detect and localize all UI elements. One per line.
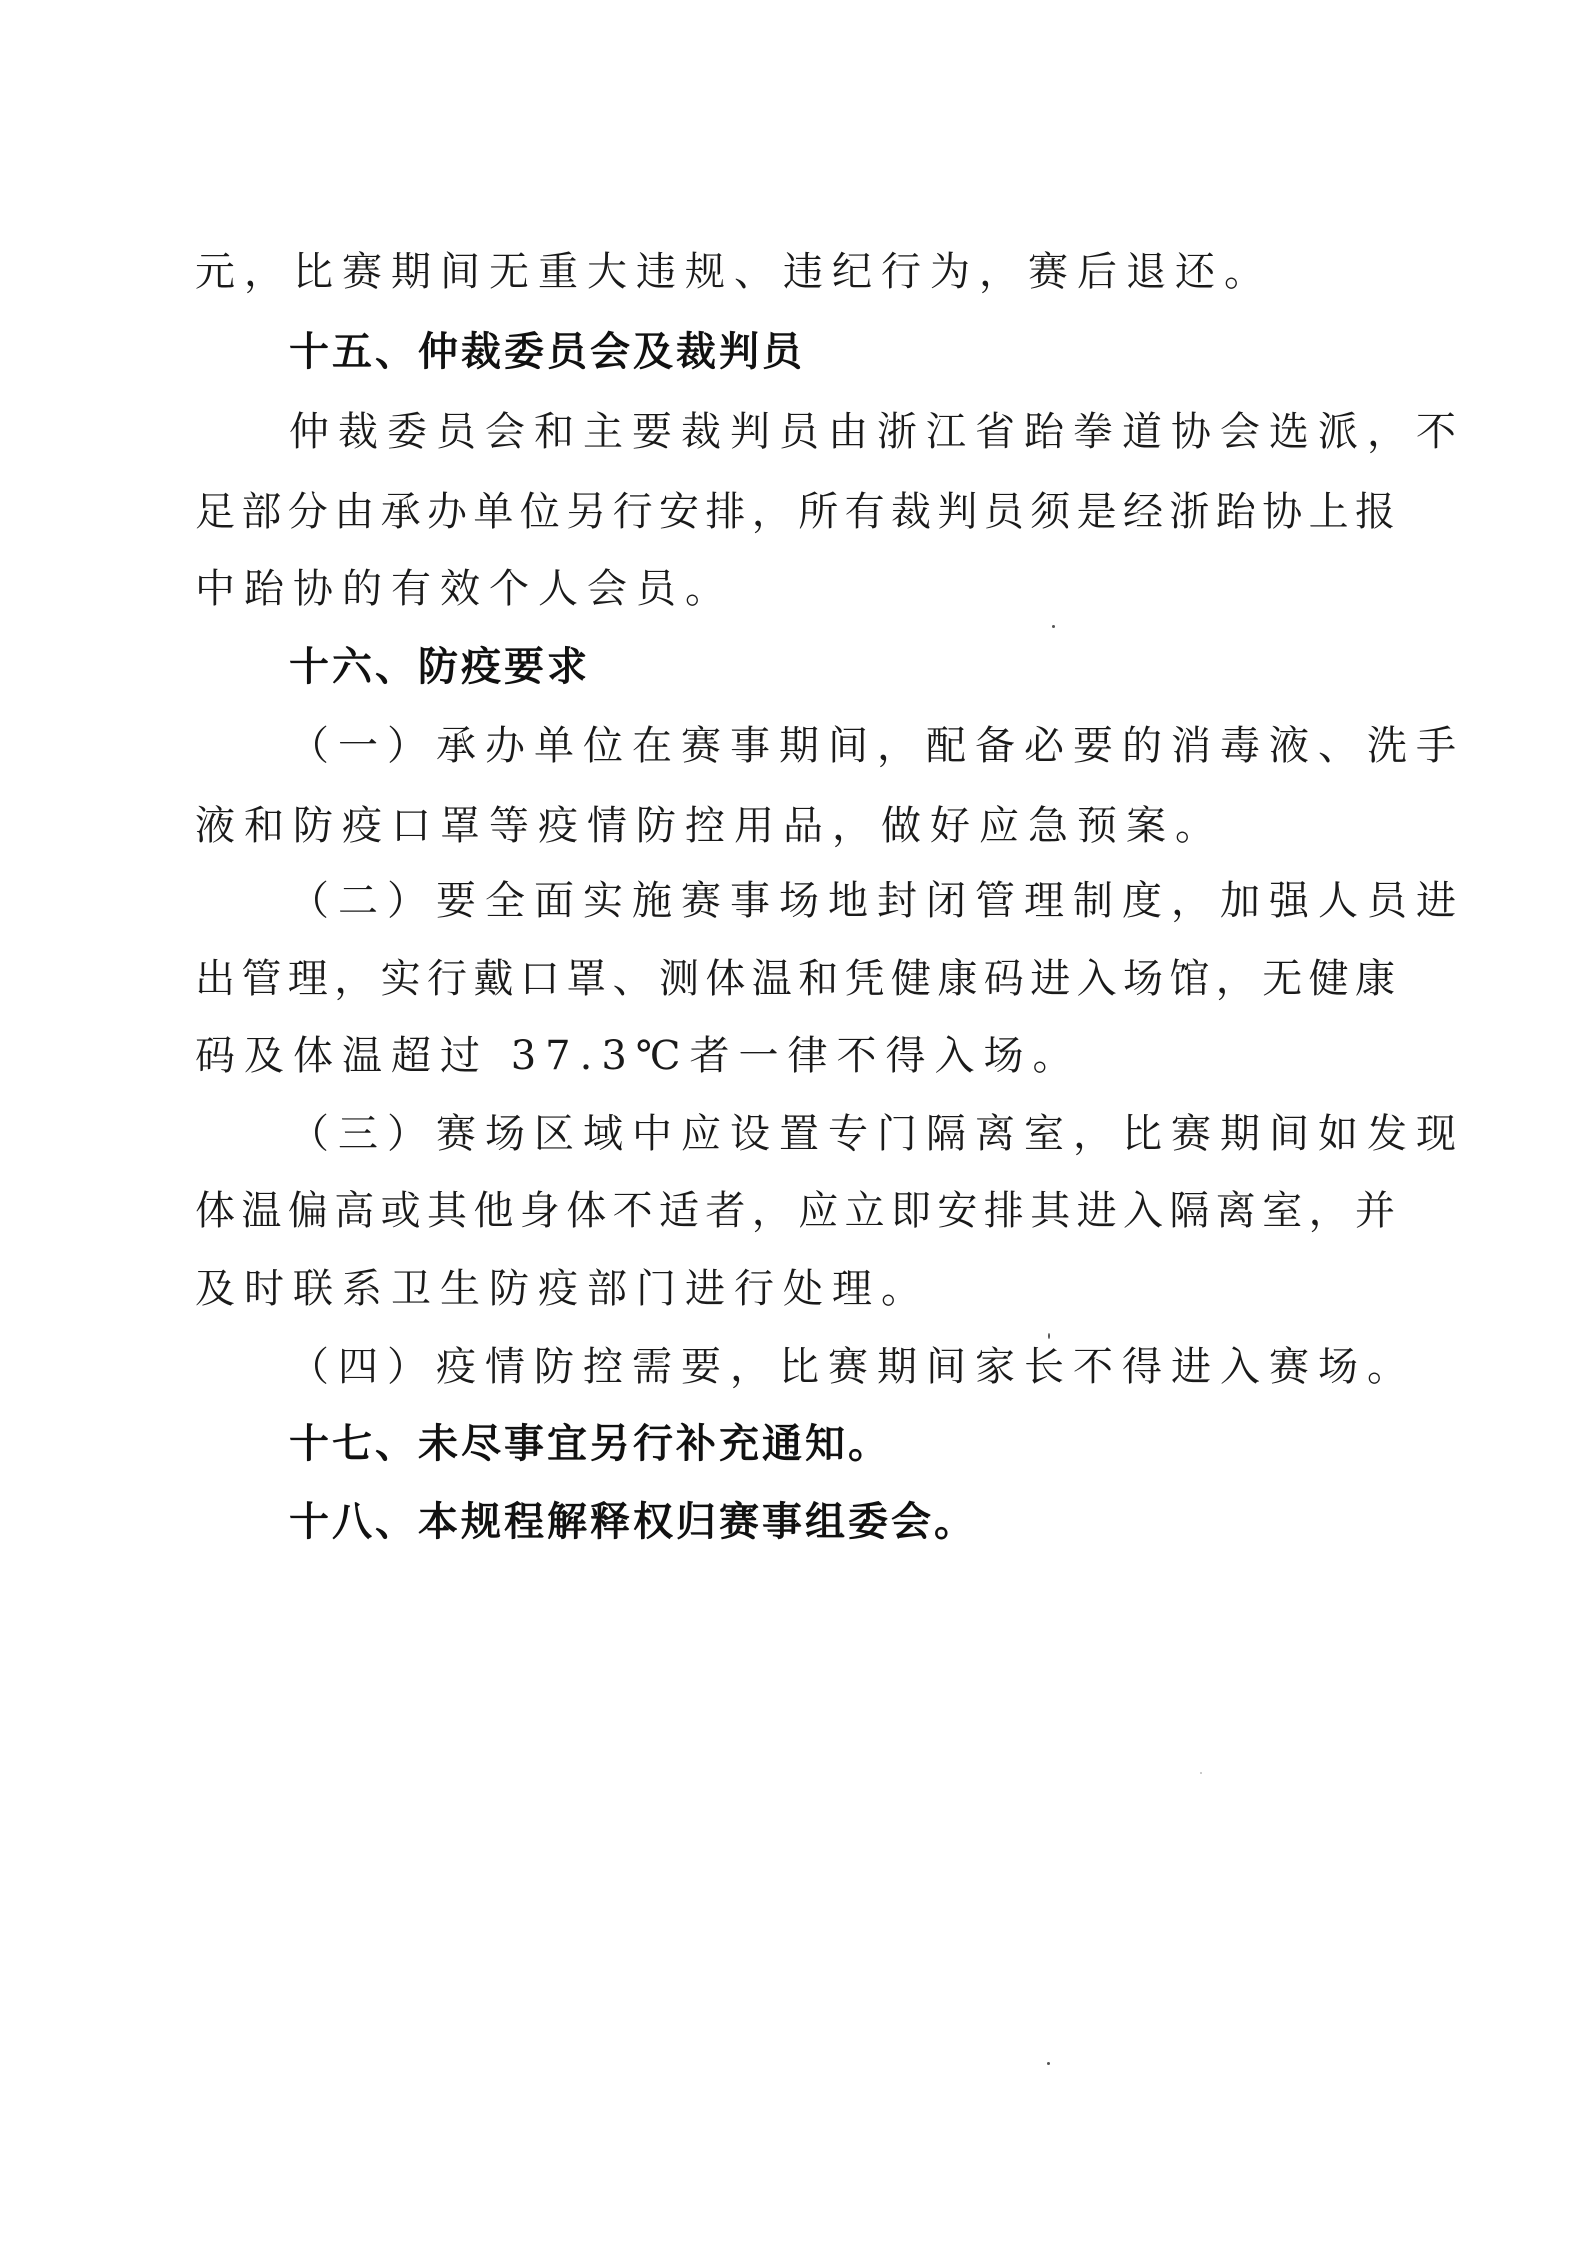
paragraph-line: 码及体温超过 37.3℃者一律不得入场。 — [195, 1033, 1082, 1079]
paragraph-line: 液和防疫口罩等疫情防控用品，做好应急预案。 — [195, 803, 1224, 849]
paragraph-line: 元，比赛期间无重大违规、违纪行为，赛后退还。 — [195, 249, 1273, 295]
section-heading-16: 十六、防疫要求 — [289, 644, 590, 690]
scan-speck — [1047, 2062, 1050, 2065]
scan-speck — [1052, 625, 1055, 628]
section-heading-17: 十七、未尽事宜另行补充通知。 — [289, 1421, 891, 1467]
paragraph-line: （四）疫情防控需要，比赛期间家长不得进入赛场。 — [289, 1344, 1416, 1390]
paragraph-line: 足部分由承办单位另行安排，所有裁判员须是经浙跆协上报 — [195, 489, 1395, 535]
section-heading-15: 十五、仲裁委员会及裁判员 — [289, 329, 805, 375]
paragraph-line: （三）赛场区域中应设置专门隔离室，比赛期间如发现 — [289, 1111, 1465, 1157]
scan-speck — [1200, 1772, 1202, 1774]
paragraph-line: （二）要全面实施赛事场地封闭管理制度，加强人员进 — [289, 878, 1465, 924]
paragraph-line: 仲裁委员会和主要裁判员由浙江省跆拳道协会选派，不 — [289, 409, 1465, 455]
section-heading-18: 十八、本规程解释权归赛事组委会。 — [289, 1499, 977, 1545]
paragraph-line: （一）承办单位在赛事期间，配备必要的消毒液、洗手 — [289, 723, 1465, 769]
paragraph-line: 及时联系卫生防疫部门进行处理。 — [195, 1266, 930, 1312]
paragraph-line: 出管理，实行戴口罩、测体温和凭健康码进入场馆，无健康 — [195, 956, 1395, 1002]
scan-speck — [1048, 1333, 1050, 1339]
paragraph-line: 体温偏高或其他身体不适者，应立即安排其进入隔离室，并 — [195, 1188, 1395, 1234]
paragraph-line: 中跆协的有效个人会员。 — [195, 566, 734, 612]
